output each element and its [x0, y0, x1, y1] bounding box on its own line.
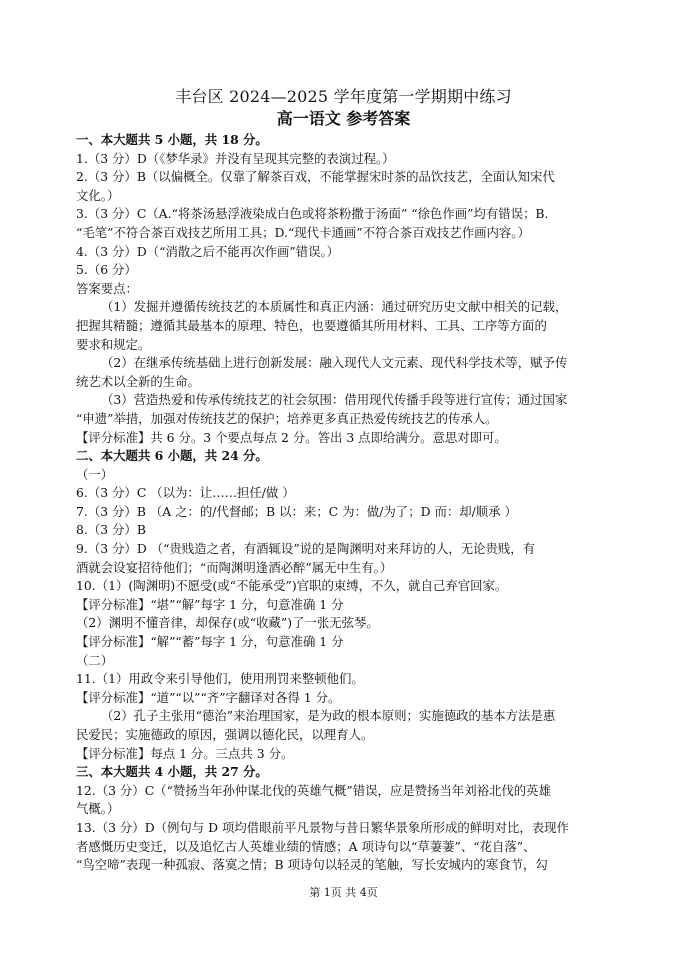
answer-line: 10.（1）(陶渊明)不愿受(或“不能承受”)官职的束缚，不久，就自己弃官回家。 — [76, 578, 508, 594]
answer-line: （3）营造热爱和传承传统技艺的社会氛围：借用现代传播手段等进行宣传；通过国家 — [101, 392, 568, 408]
answer-line: 4.（3 分）D（“消散之后不能再次作画”错误。） — [76, 243, 340, 259]
scoring-standard: 【评分标准】每点 1 分。三点共 3 分。 — [76, 745, 294, 761]
answer-line: 气概。） — [76, 801, 120, 817]
answer-line: 1.（3 分）D（《梦华录》并没有呈现其完整的表演过程。） — [76, 150, 395, 166]
answer-line: “申遗”举措，加强对传统技艺的保护；培养更多真正热爱传统技艺的传承人。 — [76, 410, 498, 426]
answer-line: 11.（1）用政令来引导他们，使用刑罚来整顿他们。 — [76, 671, 364, 687]
answer-line: 2.（3 分）B（以偏概全。仅靠了解茶百戏，不能掌握宋时茶的品饮技艺，全面认知宋代 — [76, 169, 555, 185]
scoring-standard: 【评分标准】“解”“蓄”每字 1 分，句意准确 1 分 — [76, 634, 344, 650]
scoring-standard: 【评分标准】“道”“以”“齐”字翻译对各得 1 分。 — [76, 689, 341, 705]
section-heading: 二、本大题共 6 小题，共 24 分。 — [76, 448, 268, 464]
answer-line: 7.（3 分）B （A 之：的/代督邮；B 以：来；C 为：做/为了；D 而：却/顺承 ） — [76, 503, 517, 519]
answer-line: 酒就会设宴招待他们；“而陶渊明逢酒必醉”属无中生有。） — [76, 559, 393, 575]
answer-line: 13.（3 分）D（例句与 D 项均借眼前平凡景物与昔日繁华景象所形成的鲜明对比，表现作 — [76, 819, 569, 835]
answer-line: 民爱民；实施德政的原因，强调以德化民，以理育人。 — [76, 727, 374, 742]
answer-line: （2）渊明不懂音律，却保存(或“收藏”)了一张无弦琴。 — [76, 615, 379, 631]
answer-line: 答案要点： — [76, 280, 138, 296]
document-title: 丰台区 2024—2025 学年度第一学期期中练习 — [175, 87, 512, 106]
section-heading: 一、本大题共 5 小题，共 18 分。 — [76, 132, 268, 147]
subsection-label: （一） — [76, 466, 114, 482]
scoring-standard: 【评分标准】“堪”“解”每字 1 分，句意准确 1 分 — [76, 596, 344, 612]
page-footer: 第 1页 共 4页 — [309, 886, 378, 899]
answer-line: 要求和规定。 — [76, 336, 151, 352]
answer-line: （1）发掘并遵循传统技艺的本质属性和真正内涵：通过研究历史文献中相关的记载， — [101, 299, 568, 315]
scoring-standard: 【评分标准】共 6 分。3 个要点每点 2 分。答出 3 点即给满分。意思对即可。 — [76, 429, 507, 445]
answer-line: （2）在继承传统基础上进行创新发展：融入现代人文元素、现代科学技术等，赋予传 — [101, 355, 568, 371]
answer-line: 文化。） — [76, 187, 120, 203]
answer-line: （2）孔子主张用“德治”来治理国家，是为政的根本原则；实施德政的基本方法是惠 — [101, 708, 556, 724]
answer-line: “毛笔”不符合茶百戏技艺所用工具；D.“现代卡通画”不符合茶百戏技艺作画内容。） — [76, 224, 530, 240]
document-subtitle: 高一语文 参考答案 — [276, 109, 411, 128]
answer-line: 把握其精髓；遵循其最基本的原理、特色，也要遵循其所用材料、工具、工序等方面的 — [76, 317, 547, 333]
answer-line: “鸟空啼”表现一种孤寂、落寞之情；B 项诗句以轻灵的笔触，写长安城内的寒食节，勾 — [76, 857, 548, 873]
answer-line: 12.（3 分）C（“赞扬当年孙仲谋北伐的英雄气概”错误，应是赞扬当年刘裕北伐的英雄 — [76, 782, 551, 798]
answer-line: 3.（3 分）C（A.“将茶汤悬浮液染成白色或将茶粉撒于汤面” “徐色作画”均有错误；B. — [76, 206, 549, 222]
subsection-label: （二） — [76, 652, 114, 668]
section-heading: 三、本大题共 4 小题，共 27 分。 — [76, 764, 268, 780]
answer-line: 6.（3 分）C （以为：让……担任/做 ） — [76, 485, 295, 501]
answer-line: 9.（3 分）D （“贵贱造之者，有酒辄设”说的是陶渊明对来拜访的人，无论贵贱，有 — [76, 541, 536, 557]
answer-line: 8.（3 分）B — [76, 522, 146, 538]
answer-line: 5.（6 分） — [76, 262, 137, 278]
answer-content — [76, 131, 622, 875]
answer-line: 统艺术以全新的生命。 — [76, 373, 200, 389]
answer-line: 者感慨历史变迁，以及追忆古人英雄业绩的情感；A 项诗句以“草萋萋”、“花自落”、 — [76, 838, 536, 854]
